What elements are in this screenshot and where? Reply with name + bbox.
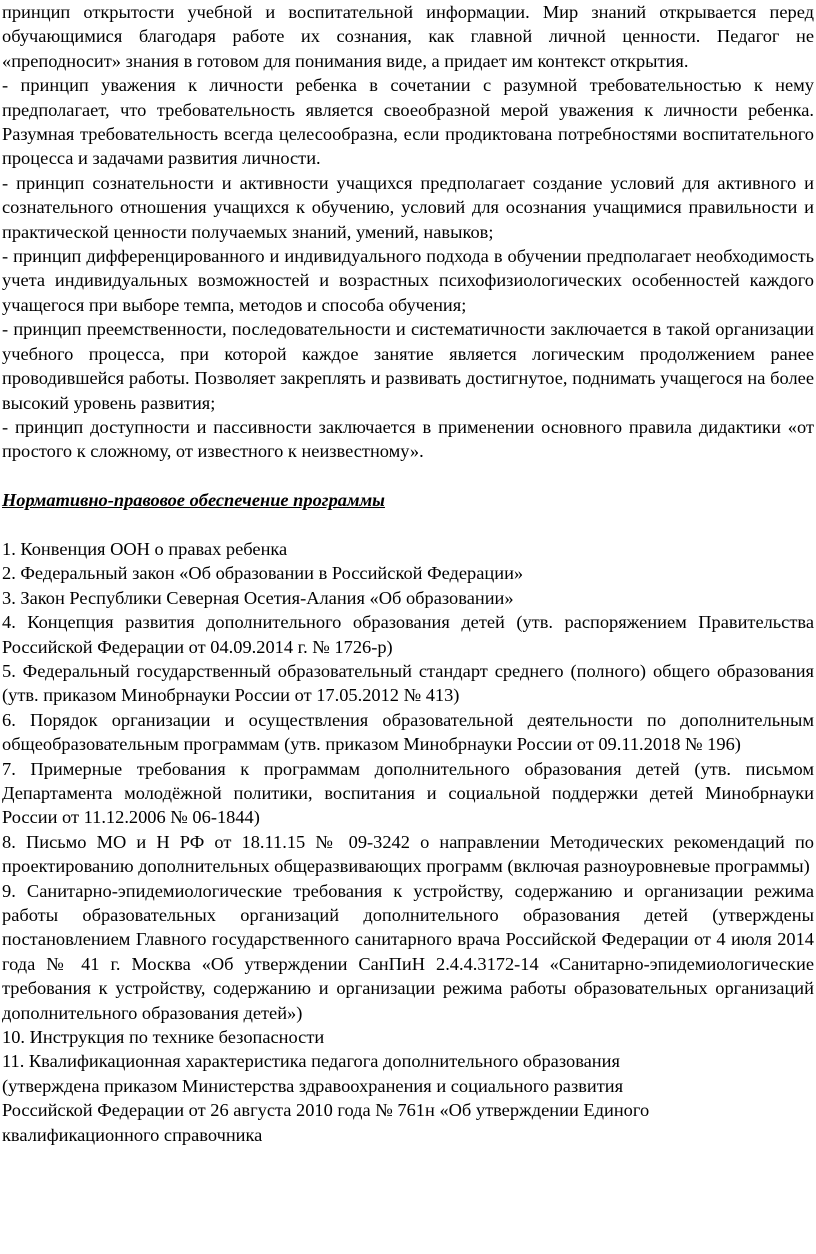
list-item: 7. Примерные требования к программам дополнительного образования детей (утв. письмом Департамента молодёжной политики, воспитания и социальной поддержки детей Минобрнауки России от 11.12.2006 № 06-1844) — [2, 758, 814, 828]
principle-differentiation-paragraph: - принцип дифференцированного и индивидуального подхода в обучении предполагает необходимость учета индивидуальных возможностей и возрастных психофизиологических особенностей каждого учащегося при выборе темпа, методов и способа обучения; — [2, 246, 814, 315]
list-item: 9. Санитарно-эпидемиологические требования к устройству, содержанию и организации режима работы образовательных организаций дополнительного образования детей (утверждены постановлением Главного государственного санитарного врача Российской Федерации от 4 июля 2014 года № 41 г. Москва «Об утверждении СанПиН 2.4.4.3172-14 «Санитарно-эпидемиологические требования к устройству, содержанию и организации режима работы образовательных организаций дополнительного образования детей») — [2, 880, 814, 1023]
list-item: 2. Федеральный закон «Об образовании в Российской Федерации» — [2, 563, 524, 584]
legal-documents-list — [2, 537, 814, 1147]
list-item: 1. Конвенция ООН о правах ребенка — [2, 538, 288, 559]
list-item-line: 11. Квалификационная характеристика педагога дополнительного образования — [2, 1051, 620, 1072]
list-item: 4. Концепция развития дополнительного образования детей (утв. распоряжением Правительства Российской Федерации от 04.09.2014 г. № 1726-р) — [2, 612, 814, 657]
list-item-line: квалификационного справочника — [2, 1124, 263, 1145]
principle-accessibility-paragraph: - принцип доступности и пассивности заключается в применении основного правила дидактики «от простого к сложному, от известного к неизвестному». — [2, 416, 814, 462]
list-item-line: (утверждена приказом Министерства здравоохранения и социального развития — [2, 1075, 624, 1096]
list-item: 10. Инструкция по технике безопасности — [2, 1027, 325, 1048]
principle-continuity-paragraph: - принцип преемственности, последовательности и систематичности заключается в такой организации учебного процесса, при которой каждое занятие является логическим продолжением ранее проводившейся работы. Позволяет закреплять и развивать достигнутое, поднимать учащегося на более высокий уровень развития; — [2, 319, 814, 413]
list-item-11 — [2, 1049, 814, 1147]
list-item: 5. Федеральный государственный образовательный стандарт среднего (полного) общего образования (утв. приказом Минобрнауки России от 17.05.2012 № 413) — [2, 660, 814, 706]
principle-openness-paragraph: принцип открытости учебной и воспитательной информации. Мир знаний открывается перед обучающимися благодаря работе их сознания, как главной личной ценности. Педагог не «преподносит» знания в готовом для понимания виде, а придает им контекст открытия. — [2, 2, 814, 71]
blank-line — [2, 513, 814, 537]
list-item: 3. Закон Республики Северная Осетия-Алания «Об образовании» — [2, 587, 514, 608]
principle-respect-paragraph: - принцип уважения к личности ребенка в сочетании с разумной требовательностью к нему предполагает, что требовательность является своеобразной мерой уважения к личности ребенка. Разумная требовательность всегда целесообразна, если продиктована потребностями воспитательного процесса и задачами развития личности. — [2, 75, 814, 169]
blank-line — [2, 464, 814, 488]
principle-consciousness-paragraph: - принцип сознательности и активности учащихся предполагает создание условий для активного и сознательного отношения учащихся к обучению, условий для осознания учащимися правильности и практической ценности получаемых знаний, умений, навыков; — [2, 172, 814, 242]
section-heading: Нормативно-правовое обеспечение программы — [2, 490, 385, 511]
list-item: 6. Порядок организации и осуществления образовательной деятельности по дополнительным общеобразовательным программам (утв. приказом Минобрнауки России от 09.11.2018 № 196) — [2, 709, 814, 755]
list-item: 8. Письмо МО и Н РФ от 18.11.15 № 09-3242 о направлении Методических рекомендаций по проектированию дополнительных общеразвивающих программ (включая разноуровневые программы) — [2, 831, 814, 877]
list-item-line: Российской Федерации от 26 августа 2010 года № 761н «Об утверждении Единого — [2, 1100, 650, 1121]
